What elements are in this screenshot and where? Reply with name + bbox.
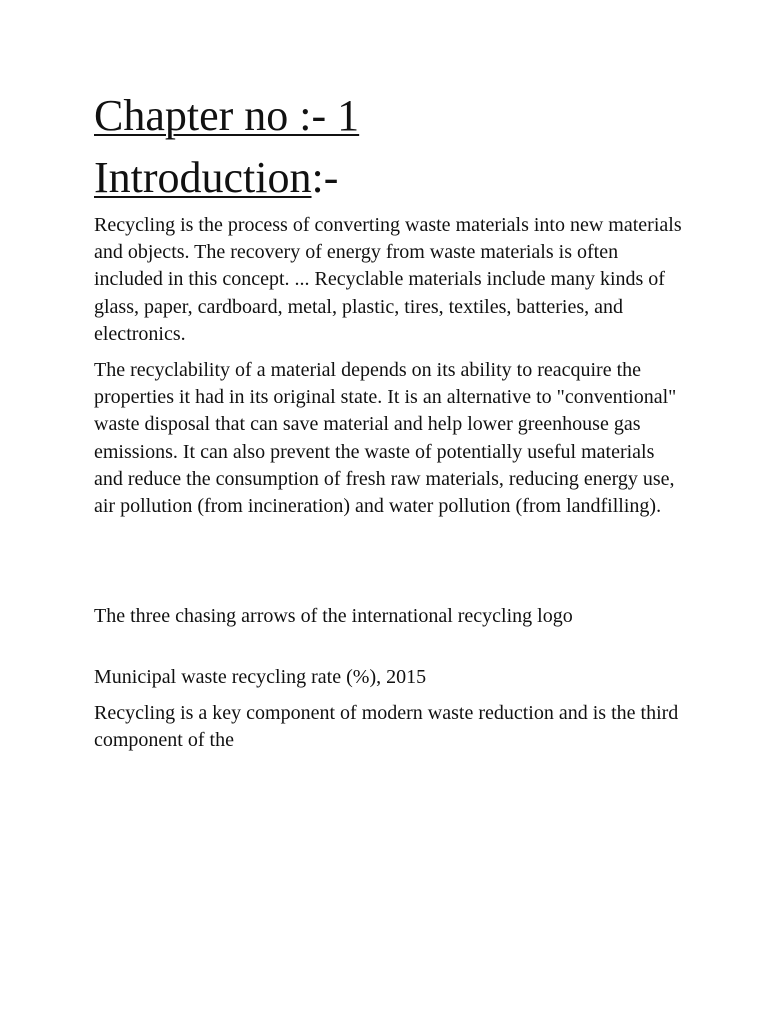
section-heading [94,154,684,202]
intro-paragraph-2: The recyclability of a material depends on its ability to reacquire the properties it had in its original state. It is an alternative to "conventional" waste disposal that can save material and help lower greenhouse gas emissions. It can also prevent the waste of potentially useful materials and reduce the consumption of fresh raw materials, reducing energy use, air pollution (from incineration) and water pollution (from landfilling). [94,359,677,518]
section-heading-text: Introduction [94,153,312,202]
recycling-rate-caption: Municipal waste recycling rate (%), 2015 [94,666,427,689]
closing-paragraph: Recycling is a key component of modern waste reduction and is the third component of the [94,701,679,751]
section-heading-suffix: :- [311,153,339,202]
chapter-title-text: Chapter no :- 1 [94,91,360,140]
chapter-title [94,92,684,140]
page-content [94,92,684,754]
logo-caption: The three chasing arrows of the international recycling logo [94,605,573,628]
intro-paragraph-1: Recycling is the process of converting waste materials into new materials and objects. The recovery of energy from waste materials is often included in this concept. ... Recyclable materials include many kinds of glass, paper, cardboard, metal, plastic, tires, textiles, batteries, and electronics. [94,214,682,345]
